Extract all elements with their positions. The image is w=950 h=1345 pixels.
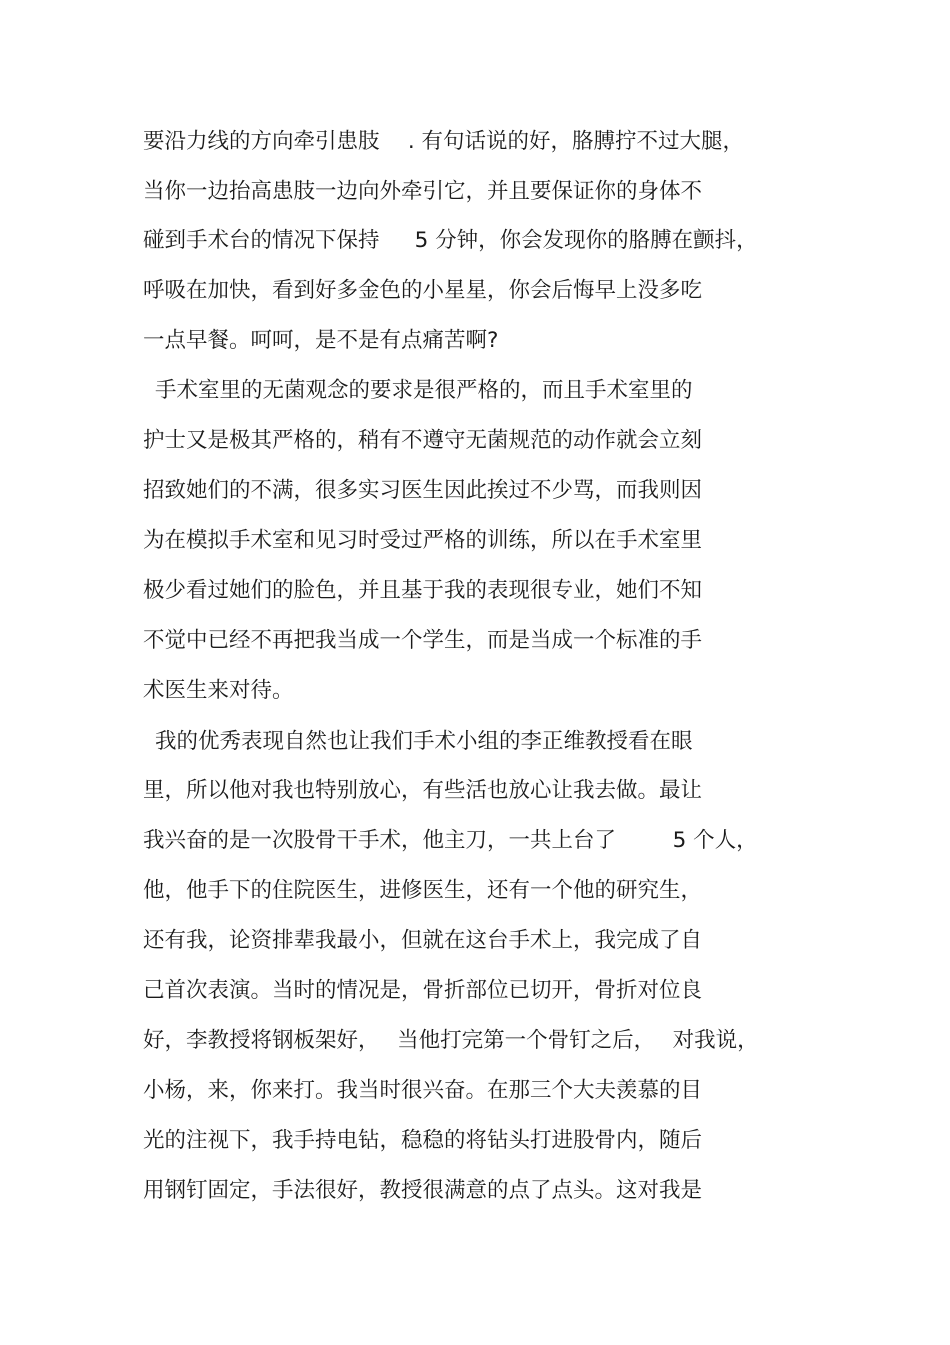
text-line: 用钢钉固定，手法很好，教授很满意的点了点头。这对我是	[143, 1178, 703, 1203]
text-line: 光的注视下，我手持电钻，稳稳的将钻头打进股骨内，随后	[143, 1128, 703, 1153]
text-line: 手术室里的无菌观念的要求是很严格的，而且手术室里的	[155, 378, 693, 403]
text-line: 一点早餐。呵呵，是不是有点痛苦啊?	[143, 328, 499, 353]
text-line: 极少看过她们的脸色，并且基于我的表现很专业，她们不知	[143, 578, 703, 603]
text-line: 小杨，来，你来打。我当时很兴奋。在那三个大夫羡慕的目	[143, 1078, 703, 1103]
text-line: 护士又是极其严格的，稍有不遵守无菌规范的动作就会立刻	[143, 428, 703, 453]
text-line: 要沿力线的方向牵引患肢 . 有句话说的好，胳膊拧不过大腿，	[143, 129, 745, 154]
text-line: 好，李教授将钢板架好， 当他打完第一个骨钉之后， 对我说，	[143, 1028, 759, 1053]
text-line: 当你一边抬高患肢一边向外牵引它，并且要保证你的身体不	[143, 179, 703, 204]
text-line: 我兴奋的是一次股骨干手术，他主刀，一共上台了 5 个人，	[143, 828, 758, 853]
text-line: 招致她们的不满，很多实习医生因此挨过不少骂，而我则因	[143, 478, 703, 503]
text-line: 为在模拟手术室和见习时受过严格的训练，所以在手术室里	[143, 528, 703, 553]
text-line: 他，他手下的住院医生，进修医生，还有一个他的研究生，	[143, 878, 703, 903]
text-line: 呼吸在加快，看到好多金色的小星星，你会后悔早上没多吃	[143, 278, 703, 303]
text-line: 还有我，论资排辈我最小，但就在这台手术上，我完成了自	[143, 928, 703, 953]
text-line: 不觉中已经不再把我当成一个学生，而是当成一个标准的手	[143, 628, 703, 653]
text-line: 里，所以他对我也特别放心，有些活也放心让我去做。最让	[143, 778, 703, 803]
text-line: 术医生来对待。	[143, 678, 294, 703]
text-line: 我的优秀表现自然也让我们手术小组的李正维教授看在眼	[155, 729, 693, 754]
text-line: 己首次表演。当时的情况是，骨折部位已切开，骨折对位良	[143, 978, 703, 1003]
text-line: 碰到手术台的情况下保持 5 分钟，你会发现你的胳膊在颤抖，	[143, 228, 758, 253]
